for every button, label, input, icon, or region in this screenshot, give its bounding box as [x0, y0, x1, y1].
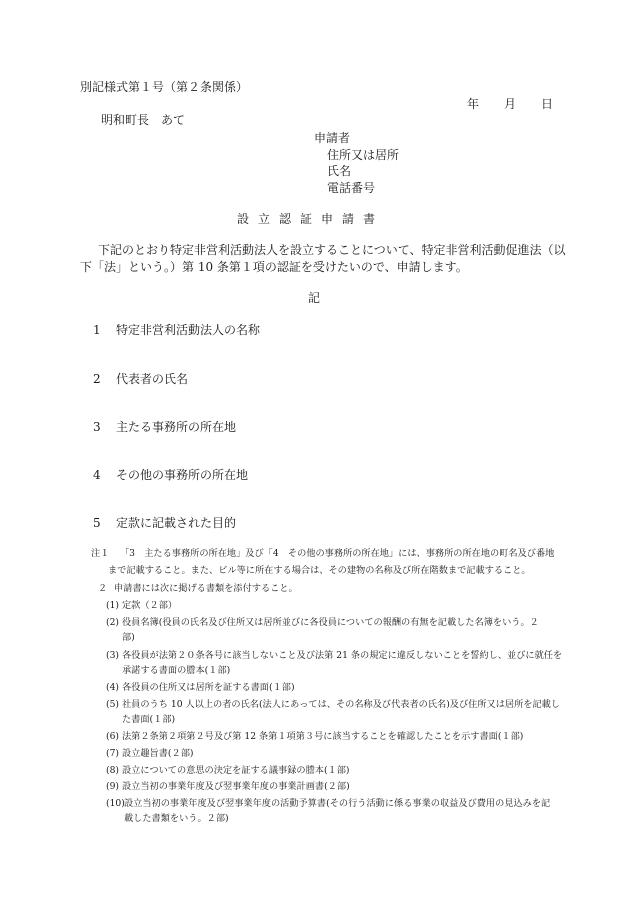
attachment-number: (1) — [106, 600, 120, 611]
form-number: 別記様式第１号（第２条関係） — [80, 80, 249, 94]
date-day-label: 日 — [541, 97, 554, 111]
item-label: 代表者の氏名 — [116, 372, 189, 386]
item-number: 5 — [93, 516, 101, 530]
attachment-number: (8) — [106, 765, 120, 776]
attachment-number: (4) — [106, 682, 120, 693]
item-label: 主たる事務所の所在地 — [116, 420, 237, 434]
note-2-text: 申請書には次に掲げる書類を添付すること。 — [114, 583, 298, 594]
applicant-phone-label: 電話番号 — [327, 181, 376, 195]
note-2-label: ２ — [98, 583, 108, 594]
note-1-label: 注１ — [91, 548, 110, 559]
document-title: 設立認証申請書 — [237, 212, 385, 226]
applicant-label: 申請者 — [314, 131, 351, 145]
body-line-2: 下「法」という。）第 10 条第１項の認証を受けたいので、申請します。 — [80, 260, 468, 274]
item-number: 4 — [93, 468, 101, 482]
attachment-number: (6) — [106, 731, 120, 742]
body-line-1: 下記のとおり特定非営利活動法人を設立することについて、特定非営利活動促進法（以 — [98, 243, 566, 257]
applicant-name-label: 氏名 — [327, 164, 352, 178]
item-number: 2 — [93, 372, 101, 386]
attachment-text-continued: 載した書類をいう。２部) — [124, 813, 229, 824]
date-year-label: 年 — [467, 97, 480, 111]
attachment-text: 各役員の住所又は居所を証する書面(１部) — [122, 682, 295, 693]
attachment-text: 設立当初の事業年度及び翌事業年度の活動予算書(その行う活動に係る事業の収益及び費用の見込みを記 — [124, 798, 551, 809]
attachment-number: (5) — [106, 699, 120, 710]
addressee: 明和町長 あて — [101, 113, 186, 127]
attachment-text-continued: 部) — [122, 632, 135, 643]
date-month-label: 月 — [504, 97, 517, 111]
note-1-line-1: 「3 主たる事務所の所在地」及び「4 その他の事務所の所在地」には、事務所の所在地の町名及び番地 — [120, 548, 555, 559]
item-label: 定款に記載された目的 — [116, 516, 237, 530]
attachment-number: (3) — [106, 650, 120, 661]
note-1-line-2: まで記載すること。また、ビル等に所在する場合は、その建物の名称及び所在階数まで記載すること。 — [108, 565, 531, 576]
attachment-number: (2) — [106, 617, 120, 628]
attachment-text: 各役員が法第２０条各号に該当しないこと及び法第 21 条の規定に違反しないことを誓約し、並びに就任を — [122, 650, 563, 661]
attachment-number: (10) — [106, 798, 125, 809]
item-number: 3 — [93, 420, 101, 434]
attachment-text: 設立についての意思の決定を証する議事録の謄本(１部) — [122, 765, 350, 776]
attachment-text-continued: 承諾する書面の謄本(１部) — [122, 665, 231, 676]
applicant-address-label: 住所又は居所 — [327, 148, 400, 162]
attachment-number: (9) — [106, 781, 120, 792]
attachment-text: 設立当初の事業年度及び翌事業年度の事業計画書(２部) — [122, 781, 350, 792]
item-label: 特定非営利活動法人の名称 — [116, 323, 261, 337]
attachment-number: (7) — [106, 748, 120, 759]
attachment-text: 役員名簿(役員の氏名及び住所又は居所並びに各役員についての報酬の有無を記載した名簿をいう。２ — [122, 617, 539, 628]
attachment-text: 法第２条第２項第２号及び第 12 条第１項第３号に該当することを確認したことを示す書面(１部) — [122, 731, 524, 742]
attachment-text-continued: た書面(１部) — [122, 714, 176, 725]
date-line — [0, 97, 630, 112]
attachment-text: 定款（２部） — [122, 600, 178, 611]
ki-heading: 記 — [308, 291, 321, 305]
item-label: その他の事務所の所在地 — [116, 468, 249, 482]
item-number: 1 — [93, 323, 101, 337]
attachment-text: 設立趣旨書(２部) — [122, 748, 194, 759]
attachment-text: 社員のうち 10 人以上の者の氏名(法人にあっては、その名称及び代表者の氏名)及び住所又は居所を記載し — [122, 699, 561, 710]
